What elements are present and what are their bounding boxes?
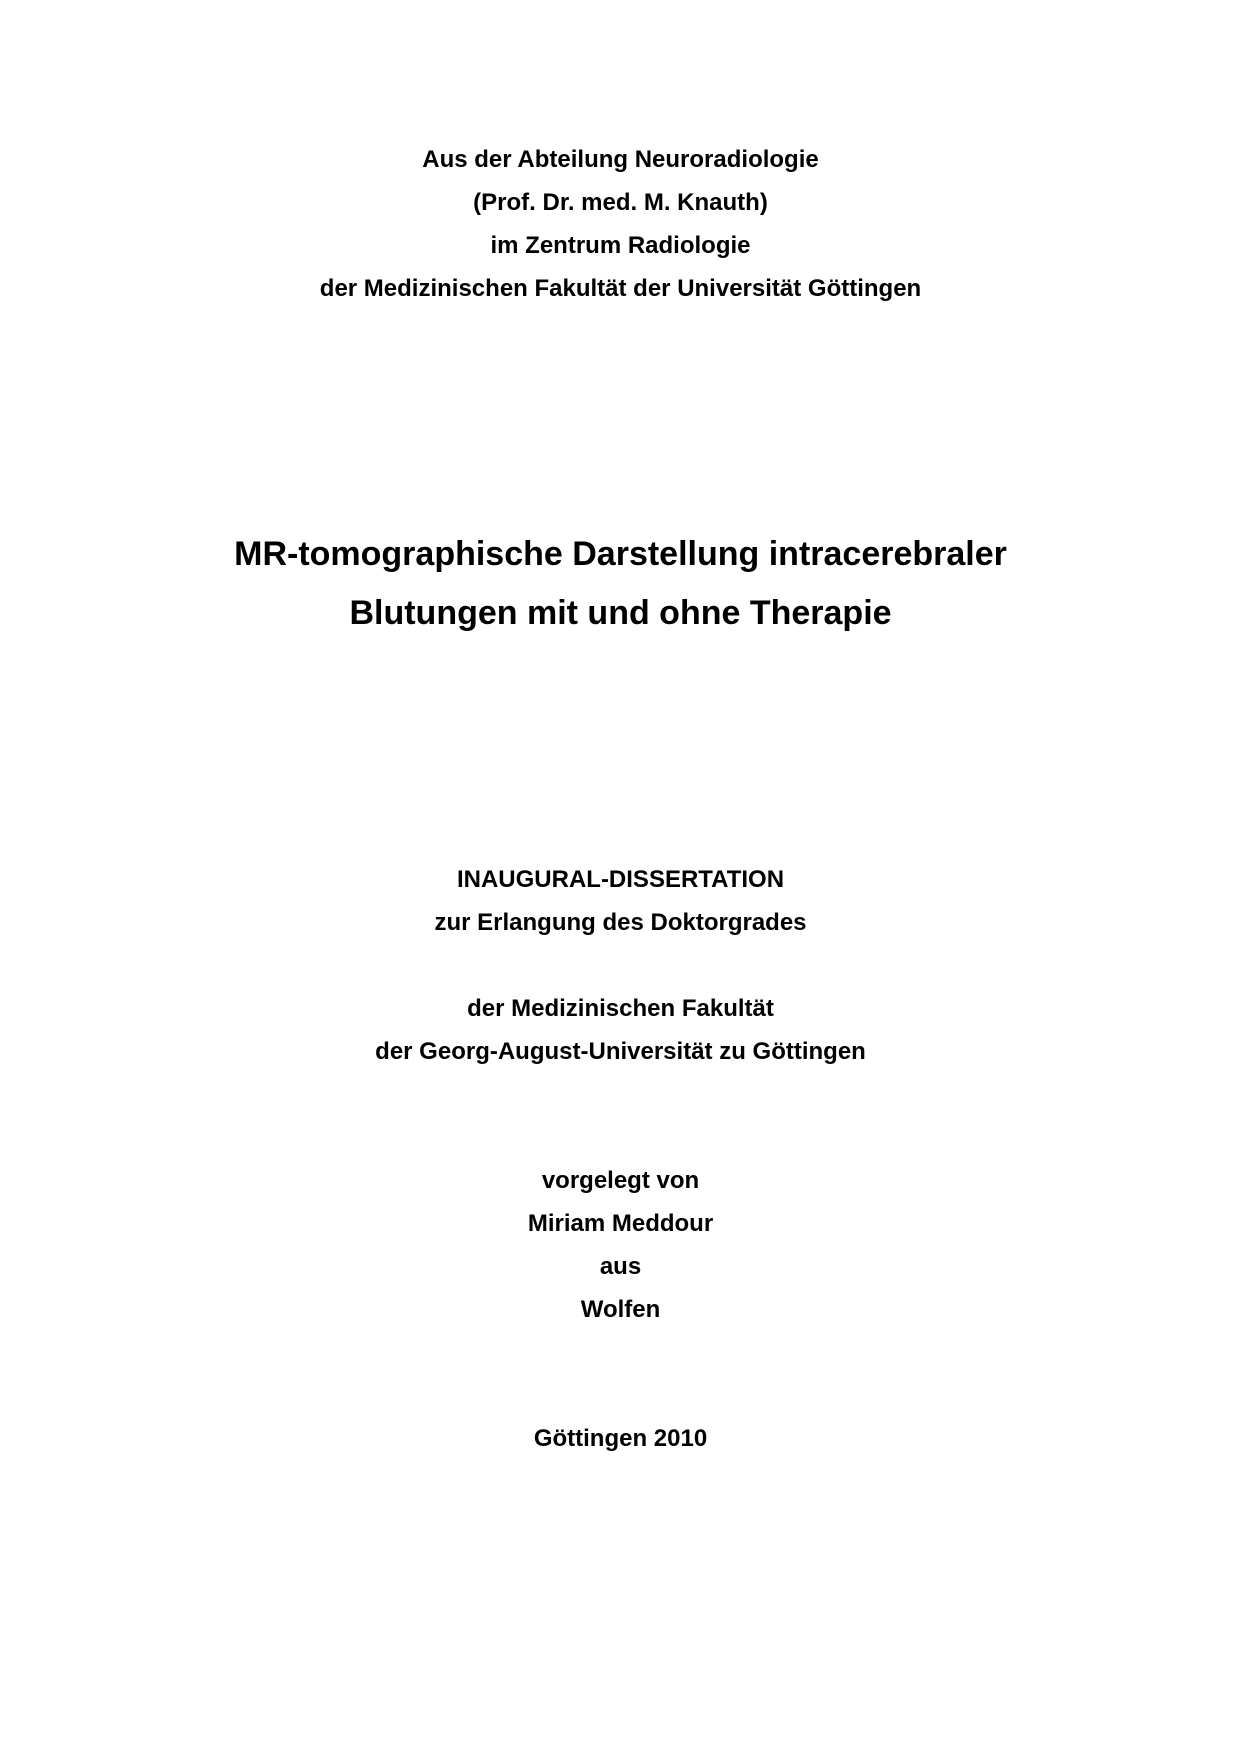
faculty-university-line: der Medizinischen Fakultät der Universität Göttingen [319,275,922,302]
from-label: aus [599,1253,642,1280]
thesis-title-line-2: Blutungen mit und ohne Therapie [349,594,892,632]
submitted-by-label: vorgelegt von [541,1167,700,1194]
place-and-year: Göttingen 2010 [533,1425,708,1452]
thesis-title-line-1: MR-tomographische Darstellung intracerebraler [234,535,1007,573]
university-name: der Georg-August-Universität zu Göttingen [375,1038,866,1065]
faculty-name: der Medizinischen Fakultät [467,995,774,1022]
author-hometown: Wolfen [580,1296,661,1323]
author-name: Miriam Meddour [527,1210,714,1237]
department-head-line: (Prof. Dr. med. M. Knauth) [473,189,768,216]
department-line: Aus der Abteilung Neuroradiologie [422,146,819,173]
center-line: im Zentrum Radiologie [490,232,751,259]
dissertation-purpose: zur Erlangung des Doktorgrades [434,909,807,936]
dissertation-type: INAUGURAL-DISSERTATION [456,866,785,893]
